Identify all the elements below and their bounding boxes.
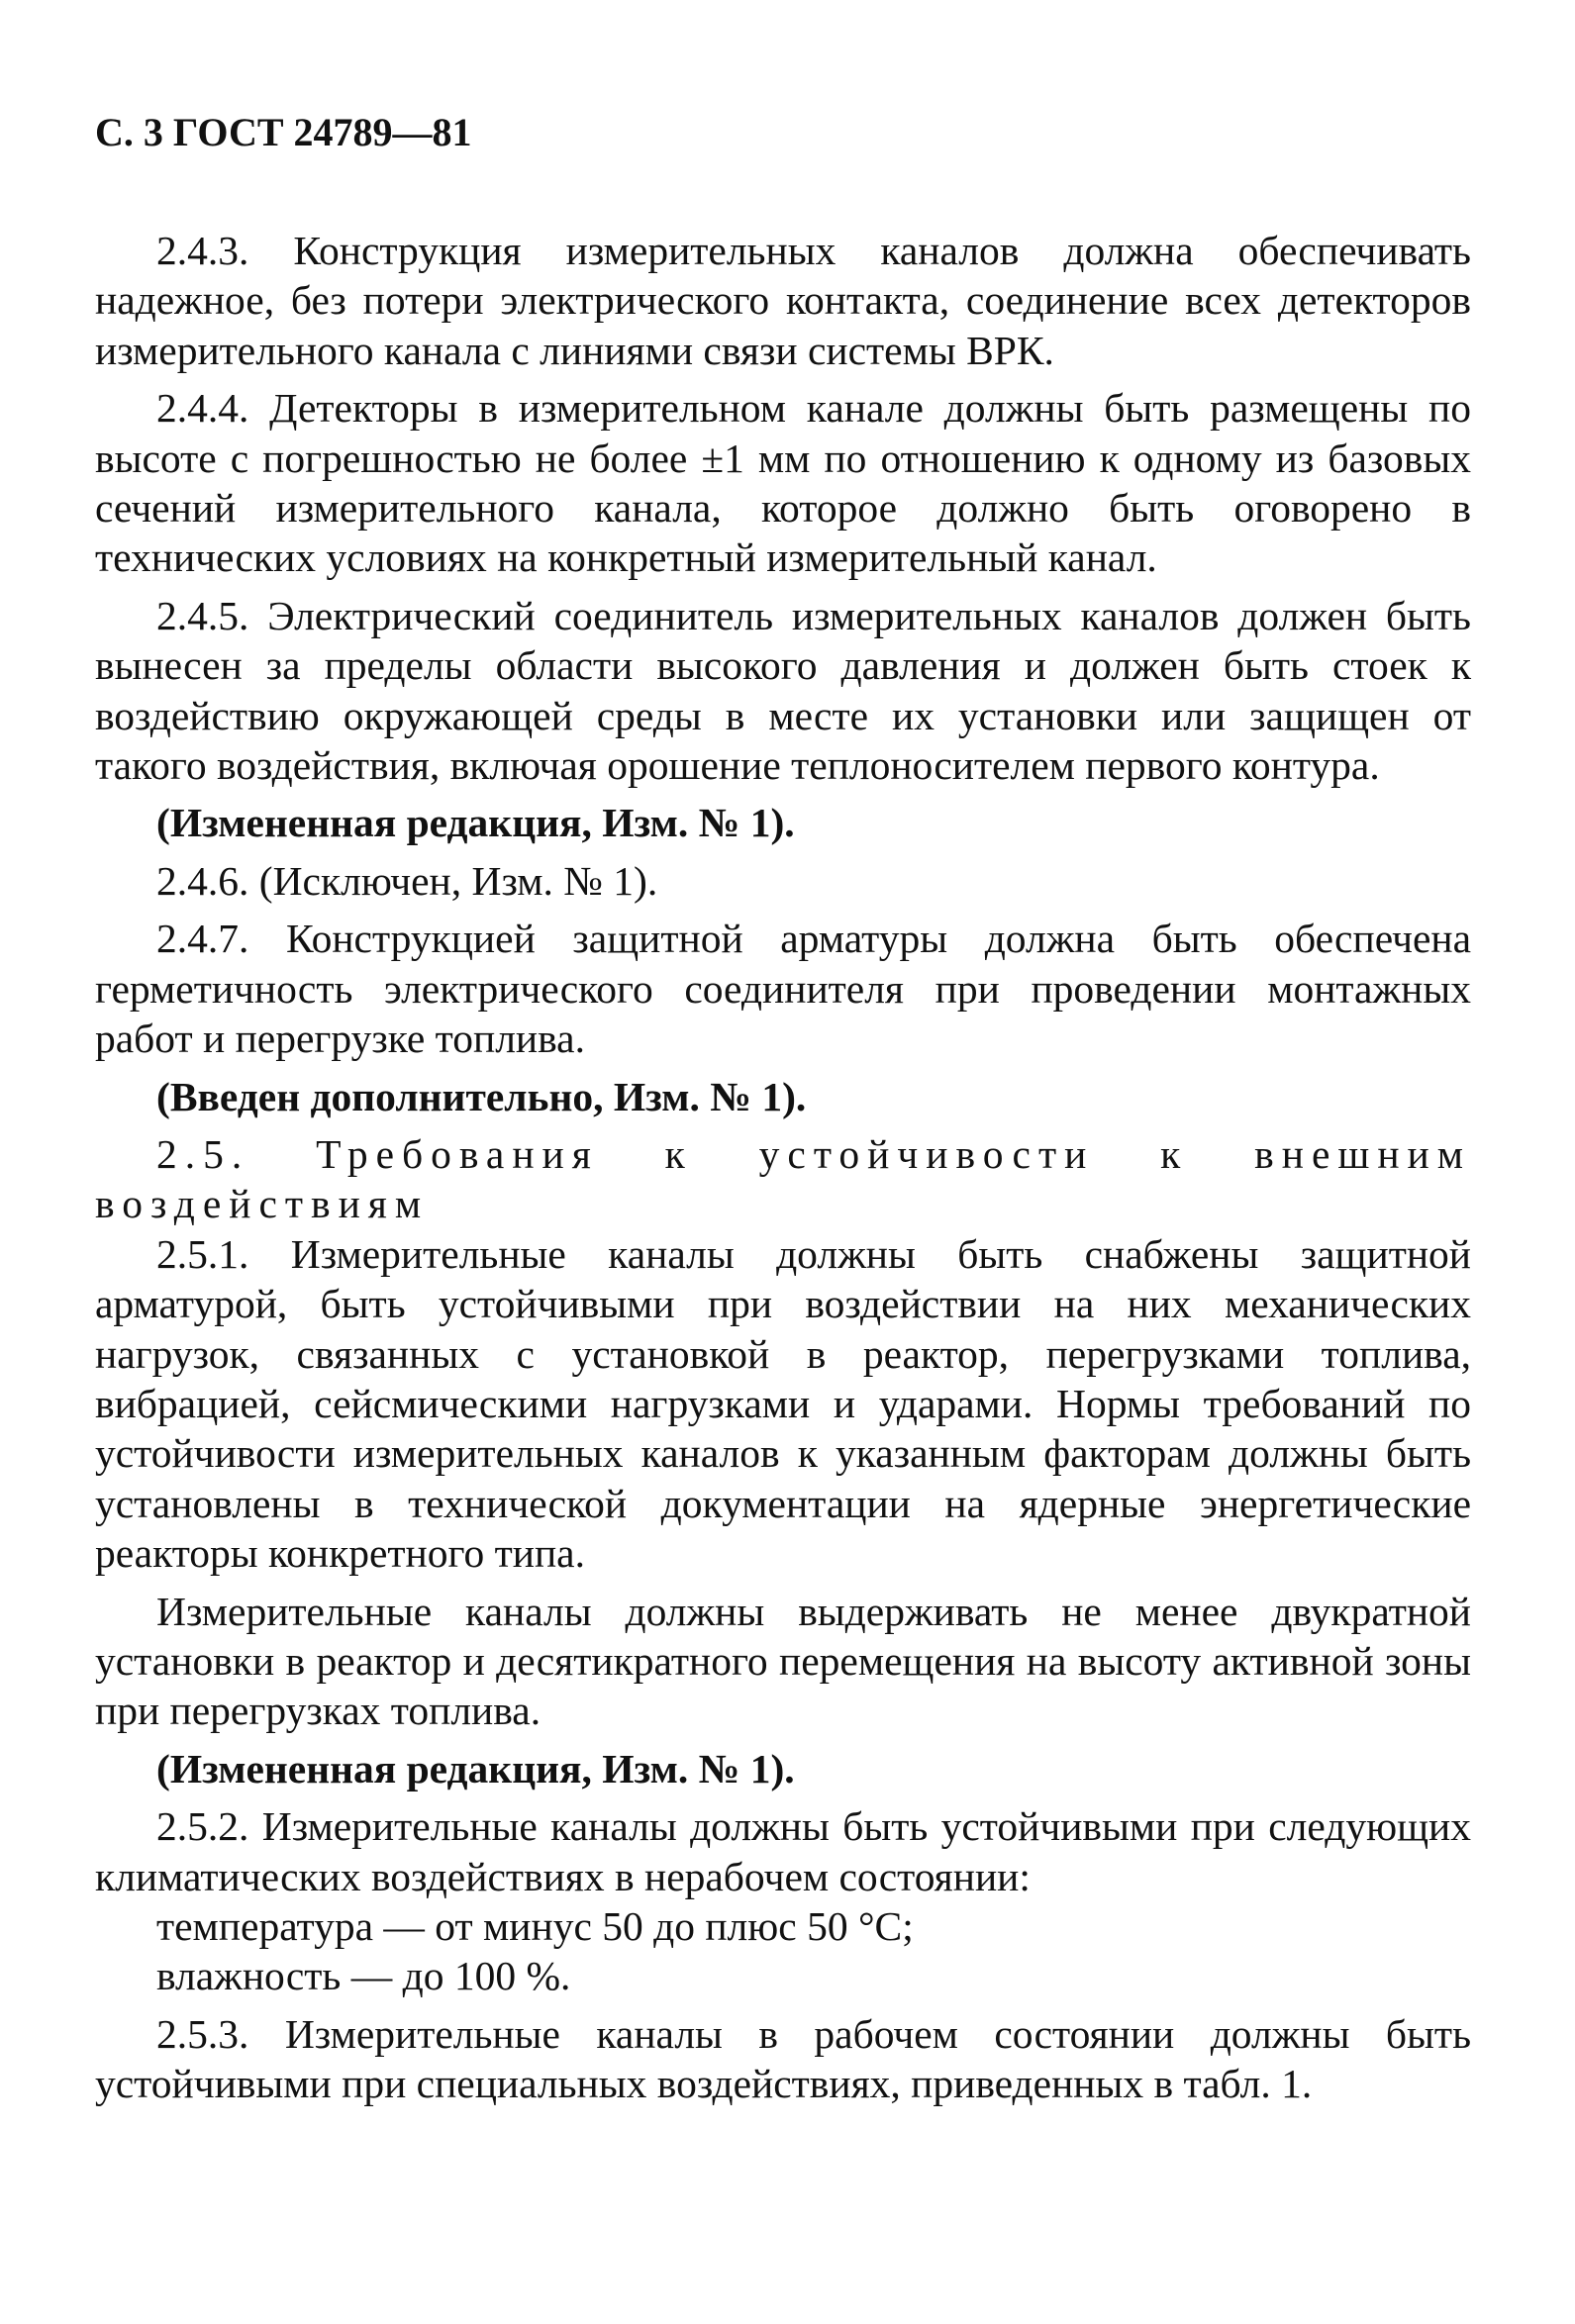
document-page	[95, 109, 1471, 2109]
amendment-note: (Измененная редакция, Изм. № 1).	[156, 800, 795, 846]
section-heading-2-5-continued: воздействиям	[95, 1181, 430, 1227]
humidity-condition: влажность — до 100 %.	[156, 1953, 571, 1999]
paragraph-2-5-1: 2.5.1. Измерительные каналы должны быть снабжены защитной арматурой, быть устойчивыми при воздействии на них механических нагрузок, связанных с установкой в реактор, перегрузками топлива, вибрацией, сейсмическими нагрузками и ударами. Нормы требований по устойчивости измерительных каналов к указанным факторам должны быть установлены в технической документации на ядерные энергетические реакторы конкретного типа.	[95, 1230, 1471, 1577]
section-heading-2-5: 2.5. Требования к устойчивости к внешним	[156, 1130, 1471, 1177]
amendment-note: (Измененная редакция, Изм. № 1).	[156, 1745, 795, 1791]
paragraph-2-5-1-b: Измерительные каналы должны выдерживать не менее двукратной установки в реактор и десятикратного перемещения на высоту активной зоны при перегрузках топлива.	[95, 1588, 1471, 1734]
page-header: С. 3 ГОСТ 24789—81	[95, 110, 472, 154]
paragraph-2-5-3: 2.5.3. Измерительные каналы в рабочем состоянии должны быть устойчивыми при специальных воздействиях, приведенных в табл. 1.	[95, 2010, 1471, 2107]
paragraph-2-4-5: 2.4.5. Электрический соединитель измерительных каналов должен быть вынесен за пределы области высокого давления и должен быть стоек к воздействию окружающей среды в месте их установки или защищен от такого воздействия, включая орошение теплоносителем первого контура.	[95, 592, 1471, 789]
paragraph-2-4-7: 2.4.7. Конструкцией защитной арматуры должна быть обеспечена герметичность электрического соединителя при проведении монтажных работ и перегрузке топлива.	[95, 916, 1471, 1062]
paragraph-2-4-6: 2.4.6. (Исключен, Изм. № 1).	[156, 857, 658, 904]
amendment-note: (Введен дополнительно, Изм. № 1).	[156, 1073, 807, 1119]
temperature-condition: температура — от минус 50 до плюс 50 °С;	[156, 1903, 914, 1949]
paragraph-2-5-2: 2.5.2. Измерительные каналы должны быть устойчивыми при следующих климатических воздействиях в нерабочем состоянии:	[95, 1803, 1471, 1899]
paragraph-2-4-4: 2.4.4. Детекторы в измерительном канале должны быть размещены по высоте с погрешностью не более ±1 мм по отношению к одному из базовых сечений измерительного канала, которое должно быть оговорено в технических условиях на конкретный измерительный канал.	[95, 385, 1471, 581]
paragraph-2-4-3: 2.4.3. Конструкция измерительных каналов должна обеспечивать надежное, без потери электрического контакта, соединение всех детекторов измерительного канала с линиями связи системы ВРК.	[95, 228, 1471, 373]
